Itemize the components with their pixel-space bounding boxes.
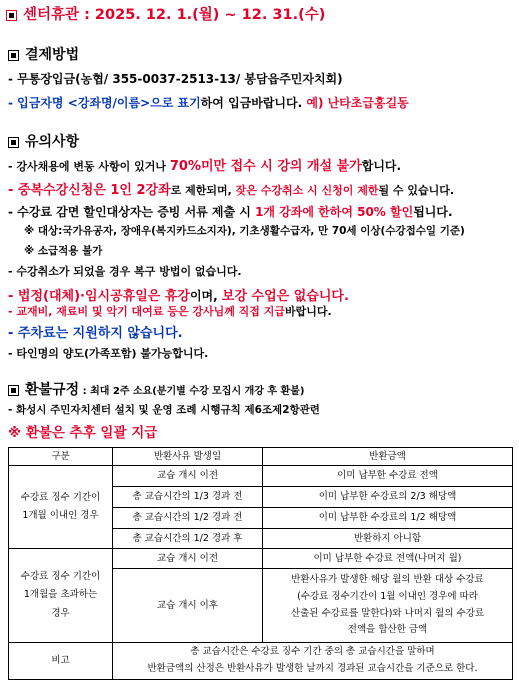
note-4: - 수강취소가 되었을 경우 복구 방법이 없습니다. — [8, 265, 242, 278]
table-cell: 이미 납부한 수강료 전액(나머지 월) — [263, 549, 513, 569]
payment-heading: 결제방법 — [8, 44, 79, 64]
note-3-no-retro: ※ 소급적용 불가 — [24, 245, 103, 257]
table-header: 반환금액 — [263, 448, 513, 466]
bullet-box-icon — [8, 137, 19, 148]
note-5: - 법정(대체)·임시공휴일은 휴강이며, 보강 수업은 없습니다. — [8, 289, 349, 304]
table-cell: 총 교습시간의 1/3 경과 전 — [113, 487, 263, 508]
table-cell: 반환하지 아니함 — [263, 529, 513, 549]
group1-label: 수강료 징수 기간이 1개월 이내인 경우 — [9, 466, 113, 549]
closure-text: 센터휴관 : 2025. 12. 1.(월) ~ 12. 31.(수) — [23, 7, 326, 23]
payment-account: - 무통장입금(농협/ 355-0037-2513-13/ 봉담읍주민자치회) — [8, 72, 343, 86]
remark-label: 비고 — [9, 643, 113, 680]
table-row — [9, 643, 513, 680]
bullet-box-icon — [8, 385, 19, 396]
note-8: - 타인명의 양도(가족포함) 불가능합니다. — [8, 347, 209, 360]
refund-warning: ※ 환불은 추후 일괄 지급 — [8, 425, 158, 441]
note-6: - 교재비, 재료비 및 악기 대여료 등은 강사님께 직접 지급바랍니다. — [8, 305, 332, 318]
note-3-target: ※ 대상:국가유공자, 장애우(복지카드소지자), 기초생활수급자, 만 70세 이상(수강접수일 기준) — [24, 225, 465, 237]
table-cell: 이미 납부한 수강료 전액 — [263, 466, 513, 487]
bullet-box-icon — [6, 10, 17, 21]
table-cell: 교습 개시 이전 — [113, 549, 263, 569]
table-header: 구분 — [9, 448, 113, 466]
table-cell: 교습 개시 이전 — [113, 466, 263, 487]
table-cell: 이미 납부한 수강료의 2/3 해당액 — [263, 487, 513, 508]
note-3: - 수강료 감면 할인대상자는 증빙 서류 제출 시 1개 강좌에 한하여 50% 할인됩니다. — [8, 205, 453, 219]
note-1: - 강사채용에 변동 사항이 있거나 70%미만 접수 시 강의 개설 불가합니다. — [8, 159, 402, 174]
note-7: - 주차료는 지원하지 않습니다. — [8, 326, 183, 341]
group2-label: 수강료 징수 기간이 1개월을 초과하는 경우 — [9, 549, 113, 643]
table-cell: 총 교습시간의 1/2 경과 후 — [113, 529, 263, 549]
payment-deposit-name: - 입금자명 <강좌명/이름>으로 표기하여 입금바랍니다. 예) 난타초급홍길동 — [8, 96, 409, 110]
table-row — [9, 466, 513, 487]
closure-notice — [6, 3, 325, 24]
table-cell: 총 교습시간의 1/2 경과 전 — [113, 508, 263, 529]
bullet-box-icon — [8, 50, 19, 61]
refund-heading: 환불규정 : 최대 2주 소요(분기별 수강 모집시 개강 후 환불) — [8, 379, 304, 399]
table-header-row — [9, 448, 513, 466]
table-row — [9, 549, 513, 569]
table-header: 반환사유 발생일 — [113, 448, 263, 466]
notes-heading: 유의사항 — [8, 131, 79, 151]
refund-table — [8, 447, 513, 680]
table-cell: 반환사유가 발생한 해당 월의 반환 대상 수강료 (수강료 징수기간이 1월 이내인 경우에 따라 산출된 수강료를 말한다)와 나머지 월의 수강료 전액을 합산한 금액 — [263, 569, 513, 643]
note-2: - 중복수강신청은 1인 2강좌로 제한되며, 잦은 수강취소 시 신청이 제한될 수 있습니다. — [8, 183, 455, 198]
refund-law: - 화성시 주민자치센터 설치 및 운영 조례 시행규칙 제6조제2항관련 — [8, 404, 320, 416]
table-cell: 교습 개시 이후 — [113, 569, 263, 643]
remark-text: 총 교습시간은 수강료 징수 기간 중의 총 교습시간을 말하며 반환금액의 산정은 반환사유가 발생한 날까지 경과된 교습시간을 기준으로 한다. — [113, 643, 513, 680]
table-cell: 이미 납부한 수강료의 1/2 해당액 — [263, 508, 513, 529]
